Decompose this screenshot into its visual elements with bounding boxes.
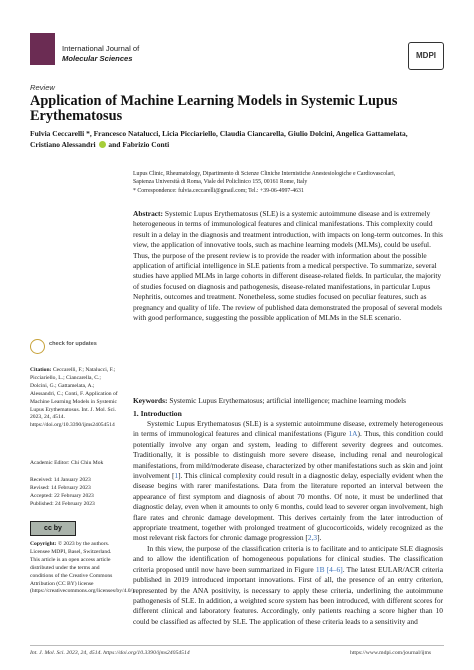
authors-line-2: [30, 140, 450, 151]
footer-citation[interactable]: Int. J. Mol. Sci. 2023, 24, 4514. https://doi.org/10.3390/ijms24054514: [30, 650, 190, 656]
check-updates-icon: [30, 339, 45, 354]
journal-name-line2: Molecular Sciences: [62, 54, 133, 63]
affiliation: [133, 170, 453, 195]
abstract: [133, 209, 443, 323]
authors-line-1: Fulvia Ceccarelli *, Francesco Natalucci, Licia Picciariello, Claudia Ciancarella, Giulio Dolcini, Angelica Gattamelata,: [30, 129, 408, 138]
copyright-block: [30, 541, 136, 596]
reference-link[interactable]: [4–6]: [326, 564, 343, 574]
journal-logo-icon: [30, 33, 55, 65]
citation-text: Ceccarelli, F.; Natalucci, F.; Picciariello, L.; Ciancarella, C.; Dolcini, G.; Gattamelata, A.; Alessandri, C.; Conti, F. Application of Machine Learning Models in Systemic Lupus Erythematosus. Int. J. Mol. Sci. 2023, 24, 4514. https://doi.org/10.3390/ijms24054514: [30, 367, 118, 429]
academic-editor: Academic Editor: Chi Chiu Mok: [30, 460, 104, 466]
abstract-text: Systemic Lupus Erythematosus (SLE) is a systemic autoimmune disease and is extremely heterogeneous in terms of immunological features and clinical manifestations. This complexity could result in a delay in the diagnosis and treatment introduction, with impacts on long-term outcomes. In this view, the application of innovative tools, such as machine learning models (MLMs), could be useful. Thus, the purpose of the present review is to provide the reader with information about the possible application of artificial intelligence in SLE patients from a medical perspective. To summarize, several studies have applied MLMs in large cohorts in different disease-related fields. In particular, the majority of studies focused on diagnosis and pathogenesis, disease-related manifestations, in particular Lupus Nephritis, outcomes and treatment. Nonetheless, some studies focused on peculiar features, such as pregnancy and quality of life. The review of published data demonstrated the proposal of several models with good performance, suggesting the possible application of MLMs in the SLE scenario.: [133, 209, 443, 323]
affiliation-line-1: Lupus Clinic, Rheumatology, Dipartimento di Scienze Cliniche Internistiche Anestesiologiche e Cardiovascolari,: [133, 171, 396, 177]
journal-name: [62, 44, 139, 64]
published-date: Published: 24 February 2023: [30, 500, 95, 507]
author-alessandri[interactable]: Cristiano Alessandri: [30, 139, 96, 149]
footer-journal-link[interactable]: https://www.mdpi.com/journal/ijms: [350, 650, 432, 656]
abstract-label: Abstract:: [133, 209, 163, 218]
figure-link[interactable]: 1A: [348, 429, 358, 439]
footer-divider: [30, 645, 444, 646]
copyright-label: Copyright:: [30, 541, 57, 547]
reference-link[interactable]: 1: [174, 471, 179, 481]
mdpi-logo[interactable]: MDPI: [408, 42, 444, 70]
section-heading: 1. Introduction: [133, 409, 182, 418]
keywords-text: Systemic Lupus Erythematosus; artificial intelligence; machine learning models: [169, 396, 407, 405]
orcid-icon[interactable]: [99, 141, 106, 148]
check-updates-label: check for updates: [49, 341, 97, 347]
citation-label: Citation:: [30, 367, 52, 373]
intro-paragraph-1: Systemic Lupus Erythematosus (SLE) is a systemic autoimmune disease, extremely heterogeneous in terms of immunological features and clinical manifestations (Figure 1A). Thus, this condition could potentially involve any organ and system, leading to different severity degrees and outcomes. Traditionally, it is possible to distinguish more severe disease, including renal and neurological manifestations, from mild/moderate disease, characterized by other manifestations such as skin and joint involvement [1]. This clinical complexity could result in a diagnostic delay, especially evident when the disease begins with rarer manifestations. Data from the literature reported an interval between the appearance of first symptom and diagnosis of about 70 months. Of note, it must be underlined that diagnostic delay, even when it amounts to only 6 months, could lead to severer organ involvement, high flare rates and chronic damage development. This derives certainly from the later introduction of appropriate treatment, together with prolonged treatment of glucocorticoids, widely recognized as the most relevant risk factors for chronic damage progression [2,3].: [133, 419, 443, 543]
accepted-date: Accepted: 22 February 2023: [30, 492, 94, 499]
article-type: Review: [30, 83, 55, 92]
keywords-label: Keywords:: [133, 396, 168, 405]
citation-block: [30, 367, 120, 430]
reference-link[interactable]: 2,3: [307, 533, 318, 543]
keywords: [133, 396, 443, 406]
copyright-text: © 2023 by the authors. Licensee MDPI, Basel, Switzerland. This article is an open access article distributed under the terms and conditions of the Creative Commons Attribution (CC BY) license (https://creativecommons.org/licenses/by/4.0/).: [30, 541, 136, 595]
journal-name-line1: International Journal of: [62, 44, 140, 53]
intro-paragraph-2: In this view, the purpose of the classification criteria is to facilitate and to anticipate SLE diagnosis and to allow the identification of homogeneous populations for clinical studies. The classification criteria proposed until now have been summarized in Figure 1B [4–6]. The latest EULAR/ACR criteria published in 2019 introduced important innovations. First of all, the presence of an entry criterion, represented by the ANA positivity, is necessary to apply these criteria, underlining the autoimmune pathogenesis of SLE. In addition, a weighted score system has been introduced, with different scores for different clinical and laboratory features. Accordingly, only patients reaching a score higher than 10 could be classified as affected by SLE. The application of these criteria leads to a sensitivity and: [133, 543, 443, 626]
author-list: [30, 129, 450, 150]
check-for-updates-badge[interactable]: [30, 339, 120, 359]
revised-date: Revised: 14 February 2023: [30, 484, 91, 491]
figure-link[interactable]: 1B: [315, 564, 325, 574]
correspondence: * Correspondence: fulvia.ceccarelli@gmail.com; Tel.: +39-06-4997-4631: [133, 187, 304, 194]
article-title: Application of Machine Learning Models in Systemic Lupus Erythematosus: [30, 93, 398, 125]
affiliation-line-2: Sapienza Università di Roma, Viale del Policlinico 155, 00161 Rome, Italy: [133, 179, 308, 186]
introduction-body: [133, 419, 443, 627]
author-conti[interactable]: and Fabrizio Conti: [108, 139, 170, 149]
dates-block: [30, 477, 120, 509]
received-date: Received: 14 January 2023: [30, 477, 91, 483]
cc-by-license-icon[interactable]: cc by: [30, 521, 76, 536]
